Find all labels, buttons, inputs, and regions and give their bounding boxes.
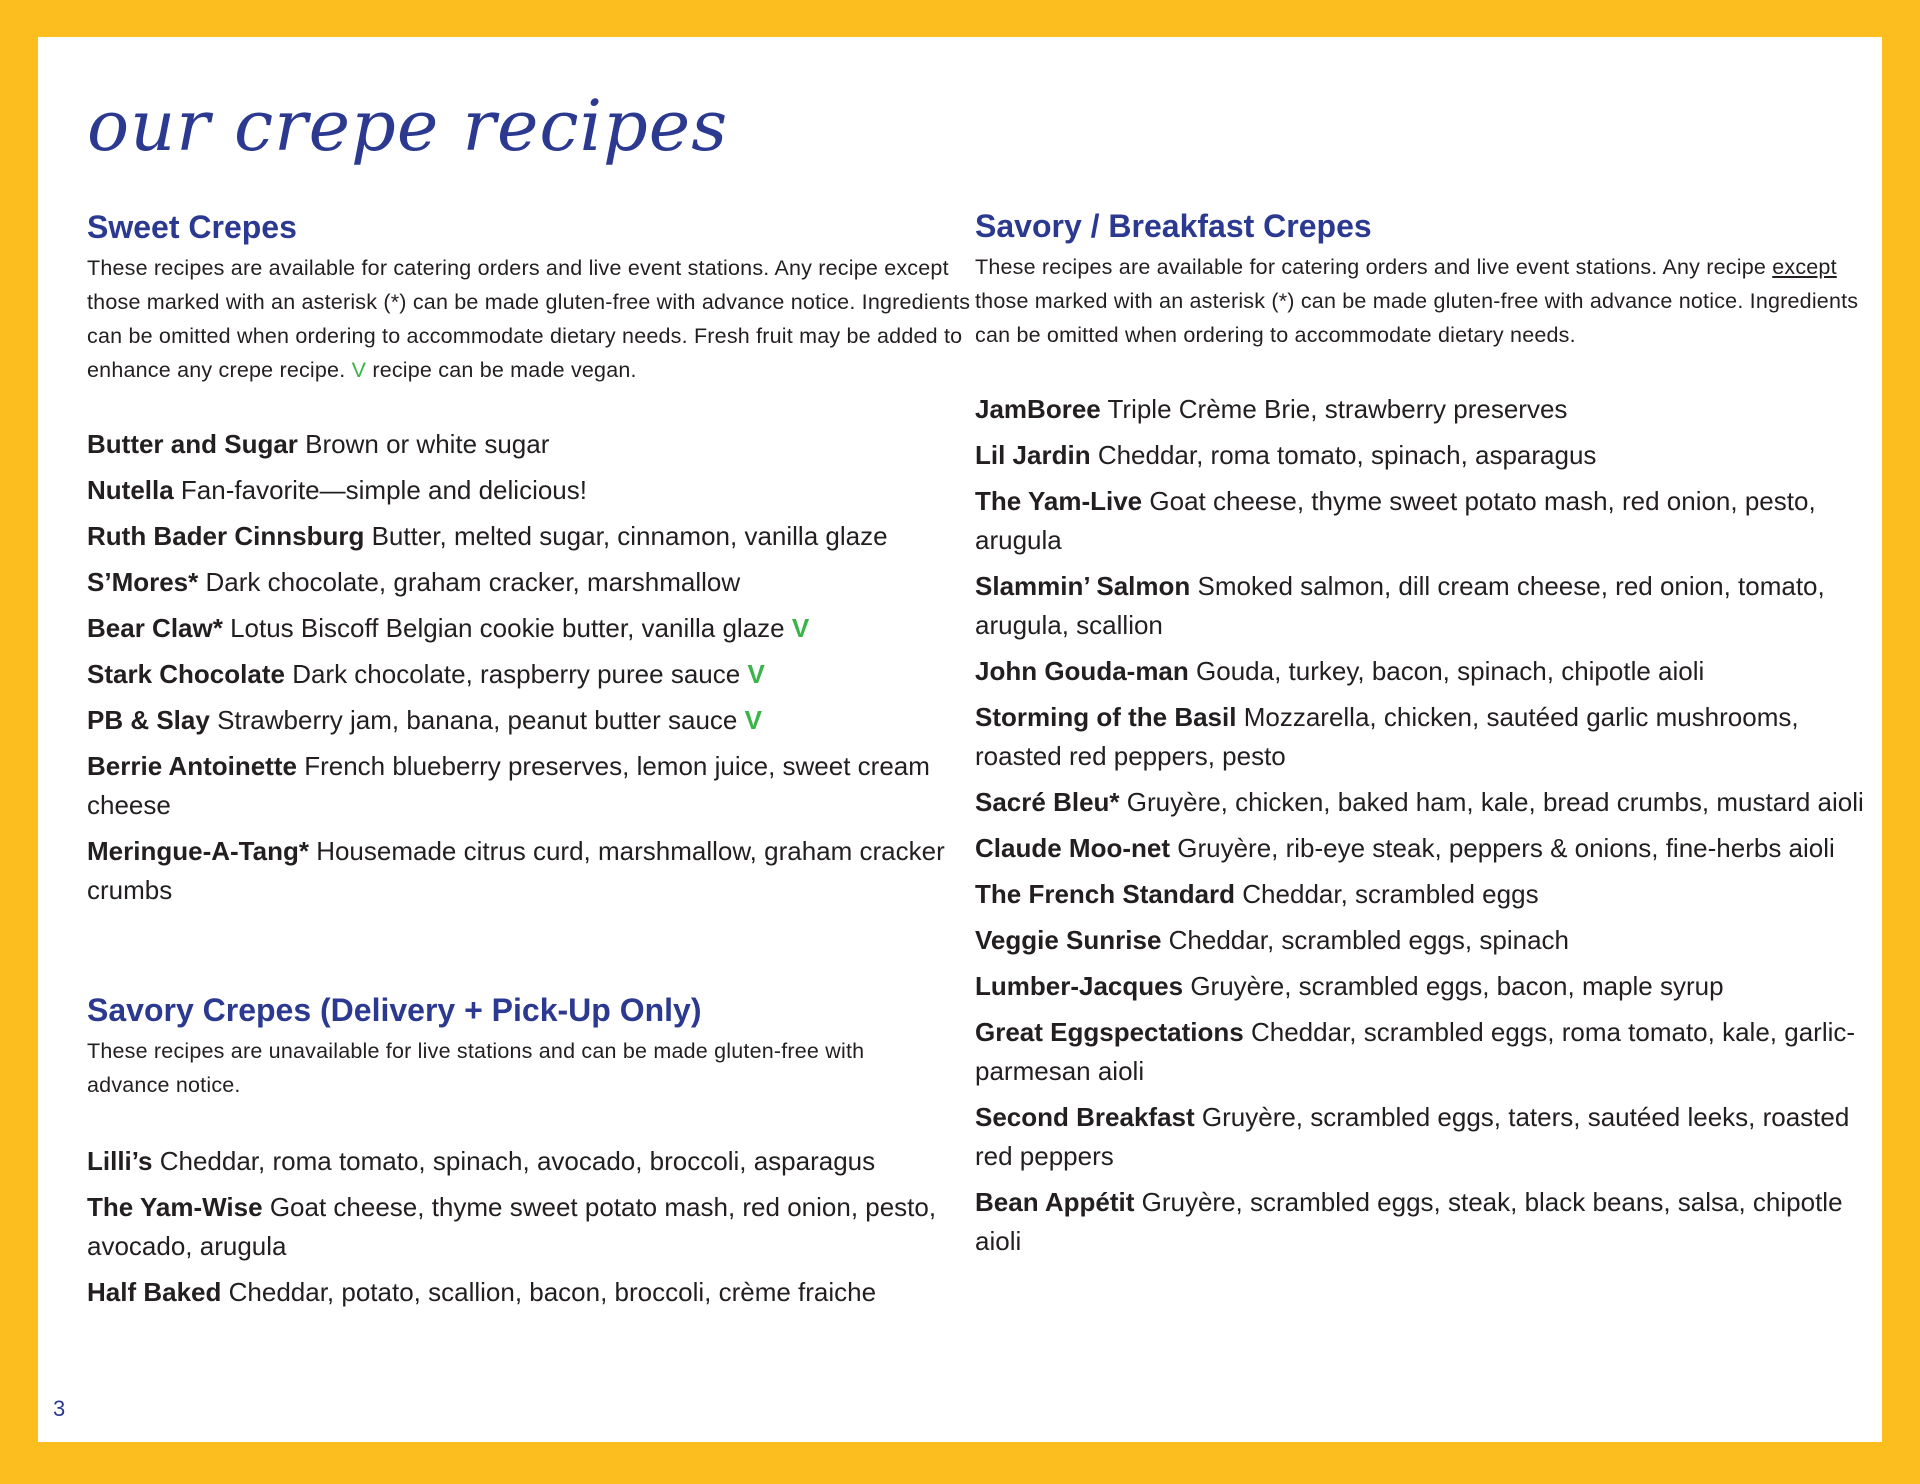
menu-item [975,921,1875,960]
savory-delivery-list [87,1142,977,1312]
savory-breakfast-description: These recipes are available for catering orders and live event stations. Any recipe except those marked with an asterisk (*) can be made gluten-free with advance notice. Ingredients can be omitted when ordering to accommodate dietary needs. [975,255,1859,347]
item-name: Veggie Sunrise [975,925,1162,955]
item-ingredients: Strawberry jam, banana, peanut butter sauce [217,705,738,735]
item-ingredients: Triple Crème Brie, strawberry preserves [1107,394,1568,424]
item-name: Storming of the Basil [975,702,1237,732]
menu-item [975,875,1875,914]
item-ingredients: Gruyère, scrambled eggs, taters, sautéed leeks, roasted red peppers [975,1102,1850,1171]
item-name: Stark Chocolate [87,659,285,689]
item-name: Claude Moo-net [975,833,1170,863]
menu-item [975,1013,1875,1091]
menu-item [975,567,1875,645]
item-name: Slammin’ Salmon [975,571,1191,601]
item-ingredients: Cheddar, roma tomato, spinach, avocado, broccoli, asparagus [159,1146,876,1176]
item-ingredients: Goat cheese, thyme sweet potato mash, red onion, pesto, avocado, arugula [87,1192,937,1261]
item-ingredients: Goat cheese, thyme sweet potato mash, red onion, pesto, arugula [975,486,1816,555]
menu-item [975,783,1875,822]
item-name: JamBoree [975,394,1101,424]
menu-item [87,1142,977,1181]
savory-delivery-section [87,990,977,1319]
item-ingredients: Gruyère, scrambled eggs, bacon, maple syrup [1190,971,1724,1001]
item-name: John Gouda-man [975,656,1189,686]
menu-item [975,698,1875,776]
vegan-badge: V [744,705,762,735]
menu-item [87,563,977,602]
item-name: Butter and Sugar [87,429,298,459]
item-name: Lil Jardin [975,440,1091,470]
menu-item [87,701,977,740]
menu-item [975,967,1875,1006]
item-name: Berrie Antoinette [87,751,297,781]
savory-breakfast-heading: Savory / Breakfast Crepes [975,208,1372,244]
item-name: Half Baked [87,1277,222,1307]
item-ingredients: Gruyère, rib-eye steak, peppers & onions, fine-herbs aioli [1177,833,1835,863]
item-ingredients: Butter, melted sugar, cinnamon, vanilla glaze [371,521,888,551]
item-ingredients: Gruyère, chicken, baked ham, kale, bread crumbs, mustard aioli [1126,787,1864,817]
menu-item [975,1098,1875,1176]
item-ingredients: Cheddar, scrambled eggs, roma tomato, kale, garlic-parmesan aioli [975,1017,1856,1086]
menu-item [87,1188,977,1266]
savory-delivery-description: These recipes are unavailable for live stations and can be made gluten-free with advance notice. [87,1039,865,1097]
item-ingredients: Dark chocolate, raspberry puree sauce [292,659,741,689]
vegan-mark: V [351,358,367,382]
menu-item [87,517,977,556]
menu-item [87,1273,977,1312]
menu-item [975,652,1875,691]
menu-item [975,829,1875,868]
item-name: PB & Slay [87,705,210,735]
item-ingredients: Lotus Biscoff Belgian cookie butter, vanilla glaze [230,613,785,643]
item-ingredients: Mozzarella, chicken, sautéed garlic mushrooms, roasted red peppers, pesto [975,702,1799,771]
menu-item [975,390,1875,429]
menu-item [975,1183,1875,1261]
item-name: S’Mores* [87,567,199,597]
item-name: The French Standard [975,879,1236,909]
item-name: Second Breakfast [975,1102,1195,1132]
savory-delivery-heading: Savory Crepes (Delivery + Pick-Up Only) [87,992,702,1028]
sweet-crepes-section [87,207,977,917]
menu-item [87,425,977,464]
menu-item [87,609,977,648]
item-ingredients: Smoked salmon, dill cream cheese, red onion, tomato, arugula, scallion [975,571,1825,640]
savory-breakfast-list [975,390,1875,1261]
item-ingredients: Cheddar, scrambled eggs, spinach [1168,925,1569,955]
item-name: Bear Claw* [87,613,223,643]
menu-item [87,655,977,694]
item-name: The Yam-Live [975,486,1143,516]
vegan-badge: V [747,659,765,689]
item-name: Meringue-A-Tang* [87,836,309,866]
savory-breakfast-section [975,206,1875,1268]
item-name: Lilli’s [87,1146,153,1176]
item-name: Great Eggspectations [975,1017,1244,1047]
item-ingredients: Fan-favorite—simple and delicious! [180,475,587,505]
item-ingredients: Dark chocolate, graham cracker, marshmallow [205,567,741,597]
item-ingredients: Brown or white sugar [305,429,550,459]
item-ingredients: Housemade citrus curd, marshmallow, graham cracker crumbs [87,836,945,905]
sweet-crepes-heading: Sweet Crepes [87,209,297,245]
menu-item [975,436,1875,475]
sweet-crepes-description: These recipes are available for catering orders and live event stations. Any recipe except those marked with an asterisk (*) can be made gluten-free with advance notice. Ingredients can be omitted when ordering to accommodate dietary needs. Fresh fruit may be added to enhance any crepe recipe. V recipe can be made vegan. [87,256,971,382]
item-name: Lumber-Jacques [975,971,1184,1001]
menu-item [87,832,977,910]
page-title: our crepe recipes [87,85,729,167]
item-name: The Yam-Wise [87,1192,263,1222]
item-ingredients: Gouda, turkey, bacon, spinach, chipotle aioli [1196,656,1705,686]
item-ingredients: French blueberry preserves, lemon juice, sweet cream cheese [87,751,930,820]
menu-item [87,471,977,510]
menu-item [87,747,977,825]
menu-page [38,37,1882,1442]
item-name: Sacré Bleu* [975,787,1120,817]
vegan-badge: V [791,613,810,643]
item-ingredients: Cheddar, roma tomato, spinach, asparagus [1097,440,1597,470]
item-ingredients: Cheddar, scrambled eggs [1242,879,1539,909]
item-name: Ruth Bader Cinnsburg [87,521,365,551]
item-ingredients: Cheddar, potato, scallion, bacon, broccoli, crème fraiche [228,1277,877,1307]
item-name: Bean Appétit [975,1187,1135,1217]
sweet-crepes-list [87,425,977,910]
page-number: 3 [53,1396,66,1421]
item-ingredients: Gruyère, scrambled eggs, steak, black beans, salsa, chipotle aioli [975,1187,1843,1256]
item-name: Nutella [87,475,174,505]
menu-item [975,482,1875,560]
